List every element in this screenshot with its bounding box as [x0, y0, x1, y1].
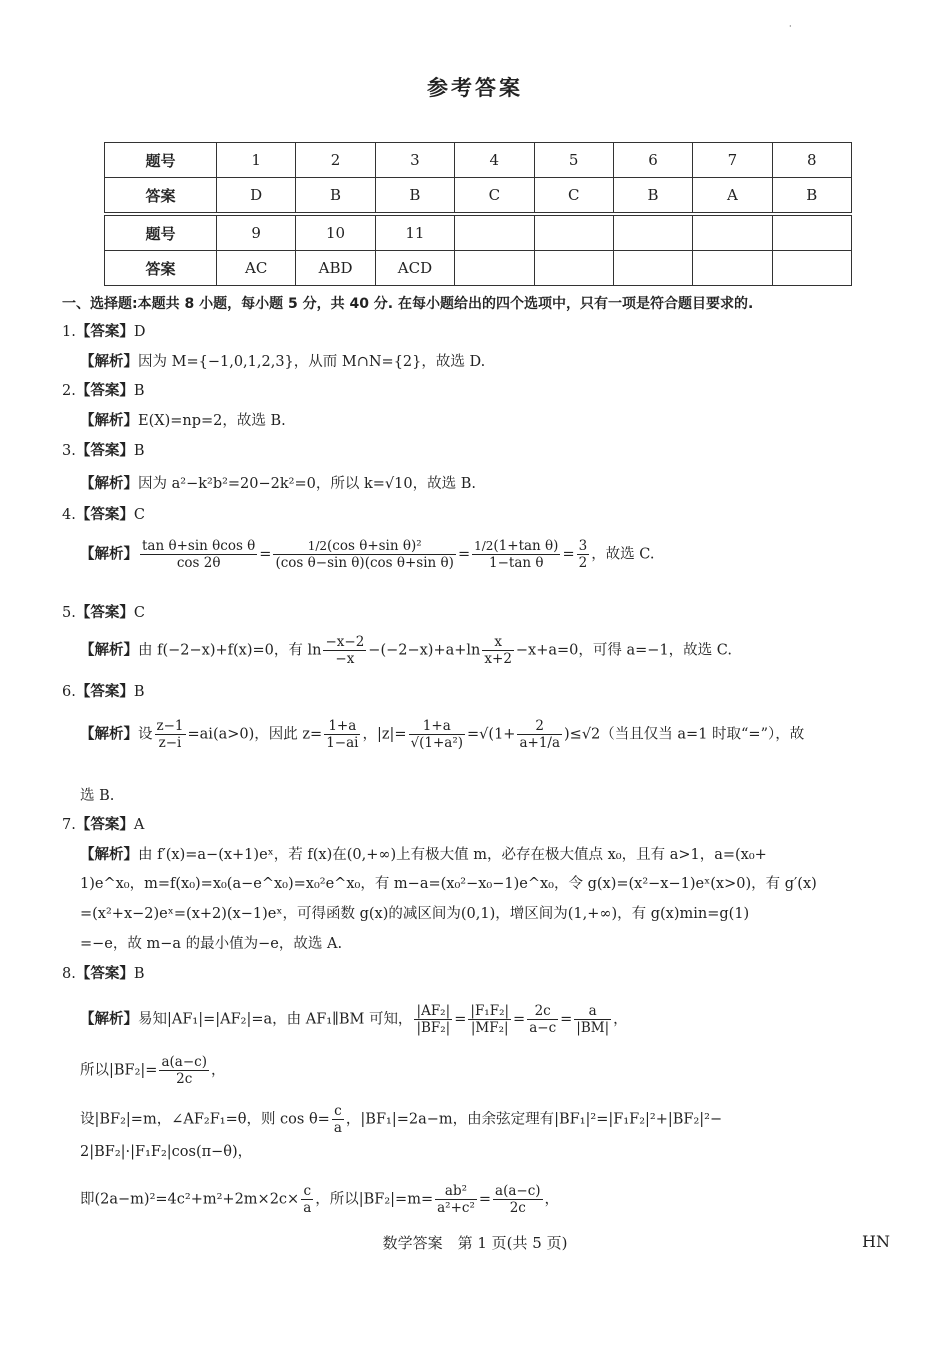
analysis-line-7: 【解析】由 f′(x)=a−(x+1)eˣ，若 f(x)在(0,+∞)上有极大值 m，必存在极大值点 x₀，且有 a>1，a=(x₀+: [80, 847, 767, 863]
fraction: $\frac{1+a}{\text{√(1+a²)}}$: [410, 718, 464, 751]
table-cell: B: [613, 178, 692, 215]
analysis-line-3: 【解析】因为 a²−k²b²=20−2k²=0，所以 k=√10，故选 B.: [80, 476, 476, 492]
fraction: $\frac{a(a-c)}{2c}$: [161, 1054, 207, 1087]
analysis-line-8e: 即(2a−m)²=4c²+m²+2m×2c× $\frac{c}{a}$ ，所以|BF₂|=m= $\frac{\text{ab²}}{\text{a²+c²}}$ = $\frac{a(a-c)}{2c}$ ，: [80, 1183, 560, 1216]
fraction: $\frac{\text{tan θ+sin θcos θ}}{\cos 2\theta}$: [142, 538, 256, 571]
scan-dot: ·: [789, 22, 792, 31]
footer-code: HN: [862, 1232, 890, 1251]
answer-line-8: 8.【答案】B: [62, 966, 145, 982]
answer-line-2: 2.【答案】B: [62, 383, 145, 399]
table-cell: C: [534, 178, 613, 215]
analysis-line-1: 【解析】因为 M={−1,0,1,2,3}，从而 M∩N={2}，故选 D.: [80, 354, 486, 370]
fraction: $\frac{\text{1/2(1+tan θ)}}{\text{1−tan θ}}$: [474, 538, 559, 571]
answer-line-7: 7.【答案】A: [62, 817, 145, 833]
analysis-line-4: 【解析】 $\frac{\text{tan θ+sin θcos θ}}{\cos 2\theta}$ = $\frac{\text{1/2(cos θ+sin θ)²}}{\text{(cos θ−sin θ)(cos θ+sin θ)}}$ = $\frac{\text{1/2(1+tan θ)}}{\text{1−tan θ}}$ = $\frac{3}{2}$ ，故选 C.: [80, 538, 655, 571]
table-row: [105, 178, 852, 215]
table-cell: [772, 214, 851, 251]
table-cell: [613, 251, 692, 286]
table-cell: [534, 214, 613, 251]
answer-line-1: 1.【答案】D: [62, 324, 146, 340]
fraction: $\frac{\text{1/2(cos θ+sin θ)²}}{\text{(cos θ−sin θ)(cos θ+sin θ)}}$: [275, 538, 454, 571]
table-cell: [772, 251, 851, 286]
table-row: [105, 143, 852, 178]
row-label: 答案: [105, 178, 217, 215]
row-label: 题号: [105, 143, 217, 178]
table-cell: [455, 214, 534, 251]
table-cell: [693, 214, 772, 251]
analysis-line-7c: =(x²+x−2)eˣ=(x+2)(x−1)eˣ，可得函数 g(x)的减区间为(0,1)，增区间为(1,+∞)，有 g(x)min=g(1): [80, 906, 750, 922]
fraction: $\frac{-x-2}{-x}$: [325, 634, 365, 667]
table-cell: 2: [296, 143, 375, 178]
analysis-line-8b: 所以|BF₂|= $\frac{a(a-c)}{2c}$ ，: [80, 1054, 226, 1087]
fraction: $\frac{c}{a}$: [333, 1103, 342, 1136]
table-cell: 7: [693, 143, 772, 178]
table-cell: 6: [613, 143, 692, 178]
table-cell: [534, 251, 613, 286]
analysis-line-2: 【解析】E(X)=np=2，故选 B.: [80, 413, 286, 429]
analysis-line-8d: 2|BF₂|·|F₁F₂|cos(π−θ)，: [80, 1144, 253, 1160]
fraction: $\frac{\text{ab²}}{\text{a²+c²}}$: [437, 1183, 475, 1216]
table-cell: AC: [217, 251, 296, 286]
table-cell: B: [375, 178, 454, 215]
page-footer: 数学答案 第 1 页(共 5 页): [382, 1234, 568, 1252]
table-cell: [693, 251, 772, 286]
answer-line-4: 4.【答案】C: [62, 507, 145, 523]
table-cell: 1: [217, 143, 296, 178]
row-label: 答案: [105, 251, 217, 286]
table-cell: B: [772, 178, 851, 215]
table-cell: 8: [772, 143, 851, 178]
analysis-line-6: 【解析】设 $\frac{z-1}{z-i}$ =ai(a>0)，因此 z= $\frac{1+a}{1-ai}$ ，|z|= $\frac{1+a}{\text{√(1+a²)}}$ =√(1+ $\frac{2}{a+1/a}$ )≤√2（当且仅当 a=1 时取“=”），故: [80, 718, 805, 751]
table-cell: 10: [296, 214, 375, 251]
analysis-line-5: 【解析】由 f(−2−x)+f(x)=0，有 ln $\frac{-x-2}{-x}$ −(−2−x)+a+ln $\frac{x}{x+2}$ −x+a=0，可得 a=−1，故选 C.: [80, 634, 732, 667]
table-cell: A: [693, 178, 772, 215]
fraction: $\frac{2c}{a-c}$: [529, 1003, 557, 1036]
fraction: $\frac{a}{|BM|}$: [576, 1003, 610, 1036]
analysis-line-7b: 1)e^x₀，m=f(x₀)=x₀(a−e^x₀)=x₀²e^x₀，有 m−a=(x₀²−x₀−1)e^x₀，令 g(x)=(x²−x−1)eˣ(x>0)，有 g′(x): [80, 876, 817, 892]
table-cell: [455, 251, 534, 286]
table-cell: ACD: [375, 251, 454, 286]
analysis-line-8: 【解析】易知|AF₁|=|AF₂|=a，由 AF₁∥BM 可知， $\frac{\text{|AF₂|}}{\text{|BF₂|}}$ = $\frac{\text{|F₁F₂|}}{\text{|MF₂|}}$ = $\frac{2c}{a-c}$ = $\frac{a}{|BM|}$ ，: [80, 1003, 628, 1036]
fraction: $\frac{z-1}{z-i}$: [156, 718, 184, 751]
table-cell: B: [296, 178, 375, 215]
table-cell: D: [217, 178, 296, 215]
page-title: 参考答案: [427, 76, 523, 100]
table-row: [105, 251, 852, 286]
answer-line-5: 5.【答案】C: [62, 605, 145, 621]
table-cell: 11: [375, 214, 454, 251]
table-cell: 4: [455, 143, 534, 178]
fraction: $\frac{1+a}{1-ai}$: [326, 718, 359, 751]
section-heading: 一、选择题:本题共 8 小题，每小题 5 分，共 40 分. 在每小题给出的四个选项中，只有一项是符合题目要求的.: [62, 296, 754, 312]
analysis-line-8c: 设|BF₂|=m，∠AF₂F₁=θ，则 cos θ= $\frac{c}{a}$ ，|BF₁|=2a−m，由余弦定理有|BF₁|²=|F₁F₂|²+|BF₂|²−: [80, 1103, 723, 1136]
fraction: $\frac{3}{2}$: [578, 538, 588, 571]
table-cell: 3: [375, 143, 454, 178]
answer-table: [104, 142, 852, 286]
table-cell: 9: [217, 214, 296, 251]
fraction: $\frac{c}{a}$: [303, 1183, 312, 1216]
answer-line-3: 3.【答案】B: [62, 443, 145, 459]
fraction: $\frac{\text{|F₁F₂|}}{\text{|MF₂|}}$: [470, 1003, 510, 1036]
fraction: $\frac{a(a-c)}{2c}$: [495, 1183, 541, 1216]
table-cell: [613, 214, 692, 251]
row-label: 题号: [105, 214, 217, 251]
analysis-line-7d: =−e，故 m−a 的最小值为−e，故选 A.: [80, 936, 343, 952]
fraction: $\frac{\text{|AF₂|}}{\text{|BF₂|}}$: [416, 1003, 451, 1036]
fraction: $\frac{x}{x+2}$: [484, 634, 512, 667]
answer-line-6: 6.【答案】B: [62, 684, 145, 700]
analysis-cont-6: 选 B.: [80, 788, 115, 804]
table-cell: 5: [534, 143, 613, 178]
table-cell: C: [455, 178, 534, 215]
fraction: $\frac{2}{a+1/a}$: [519, 718, 560, 751]
table-cell: ABD: [296, 251, 375, 286]
table-row: [105, 214, 852, 251]
